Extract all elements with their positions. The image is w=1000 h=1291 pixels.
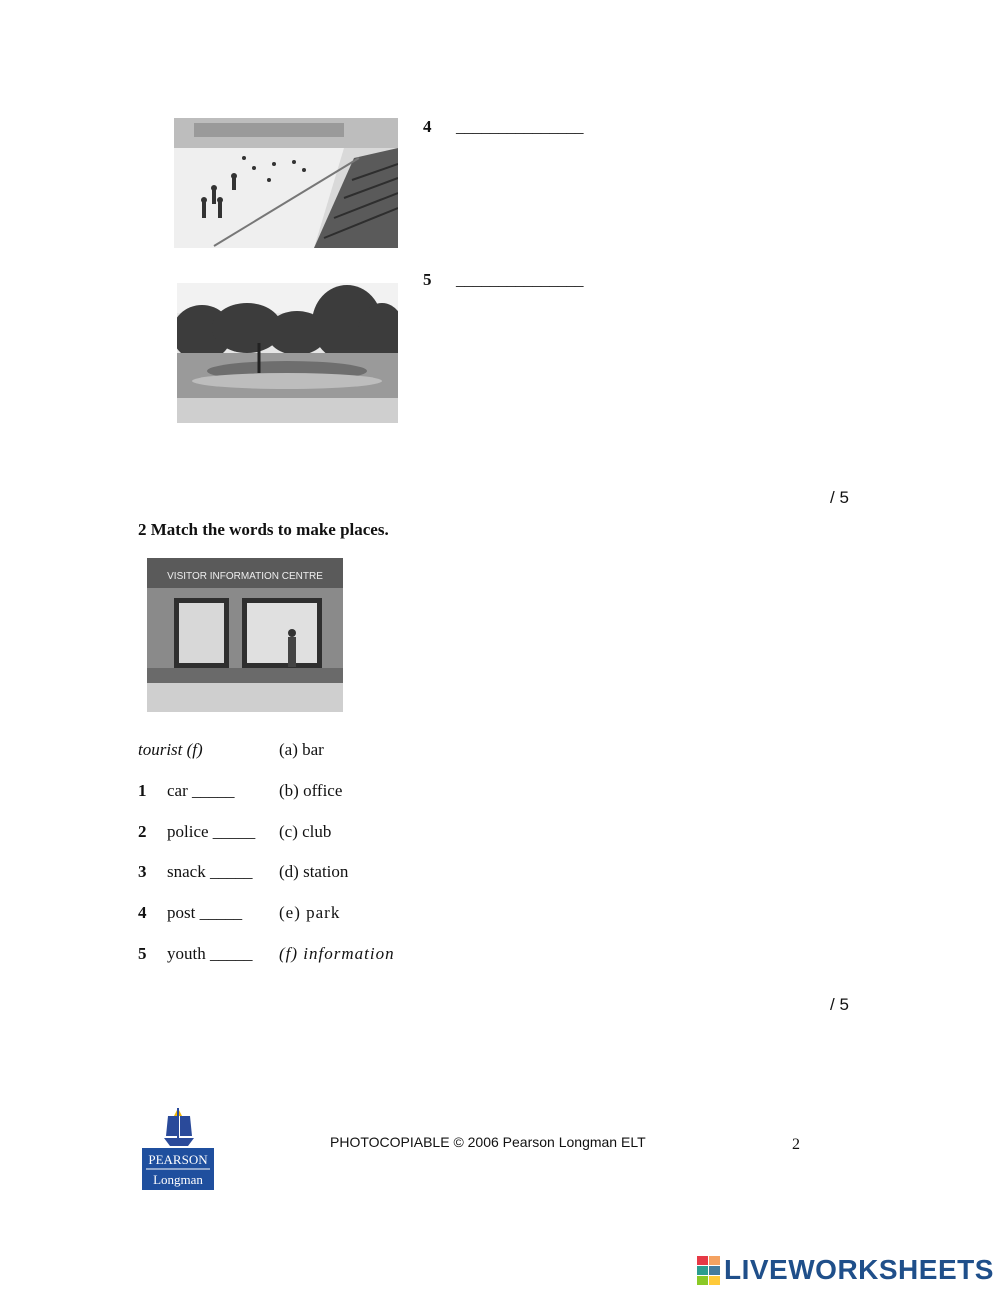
example-word: tourist (f)	[138, 740, 203, 759]
row-number: 2	[138, 822, 147, 841]
logo-line2: Longman	[153, 1172, 203, 1187]
pearson-longman-logo	[142, 1106, 214, 1190]
item-number: 4	[423, 117, 432, 136]
ice-rink-photo	[174, 118, 398, 248]
row-number: 4	[138, 903, 147, 922]
visitor-centre-photo	[147, 558, 343, 712]
ship-icon	[164, 1108, 194, 1146]
example-answer: (a) bar	[279, 740, 324, 759]
row-answer: (f) information	[279, 944, 395, 963]
row-word[interactable]: police _____	[167, 822, 256, 841]
row-answer: (b) office	[279, 781, 343, 800]
row-word[interactable]: youth _____	[167, 944, 253, 963]
liveworksheets-icon	[697, 1256, 721, 1286]
page-number: 2	[792, 1136, 800, 1153]
row-number: 3	[138, 862, 147, 881]
row-word[interactable]: post _____	[167, 903, 243, 922]
row-number: 5	[138, 944, 147, 963]
section2-heading: 2 Match the words to make places.	[138, 520, 389, 539]
sign-text: VISITOR INFORMATION CENTRE	[167, 571, 323, 582]
row-word[interactable]: car _____	[167, 781, 235, 800]
row-answer: (e) park	[279, 903, 341, 922]
row-word[interactable]: snack _____	[167, 862, 253, 881]
row-answer: (c) club	[279, 822, 332, 841]
park-photo	[177, 283, 398, 423]
row-answer: (d) station	[279, 862, 349, 881]
logo-line1: PEARSON	[148, 1152, 208, 1167]
section1-score: / 5	[830, 488, 849, 507]
answer-blank[interactable]: _______________	[456, 270, 584, 289]
answer-blank[interactable]: _______________	[456, 117, 584, 136]
section2-score: / 5	[830, 995, 849, 1014]
liveworksheets-text: LIVEWORKSHEETS	[724, 1254, 994, 1285]
copyright-text: PHOTOCOPIABLE © 2006 Pearson Longman ELT	[330, 1134, 646, 1150]
row-number: 1	[138, 781, 147, 800]
item-number: 5	[423, 270, 432, 289]
